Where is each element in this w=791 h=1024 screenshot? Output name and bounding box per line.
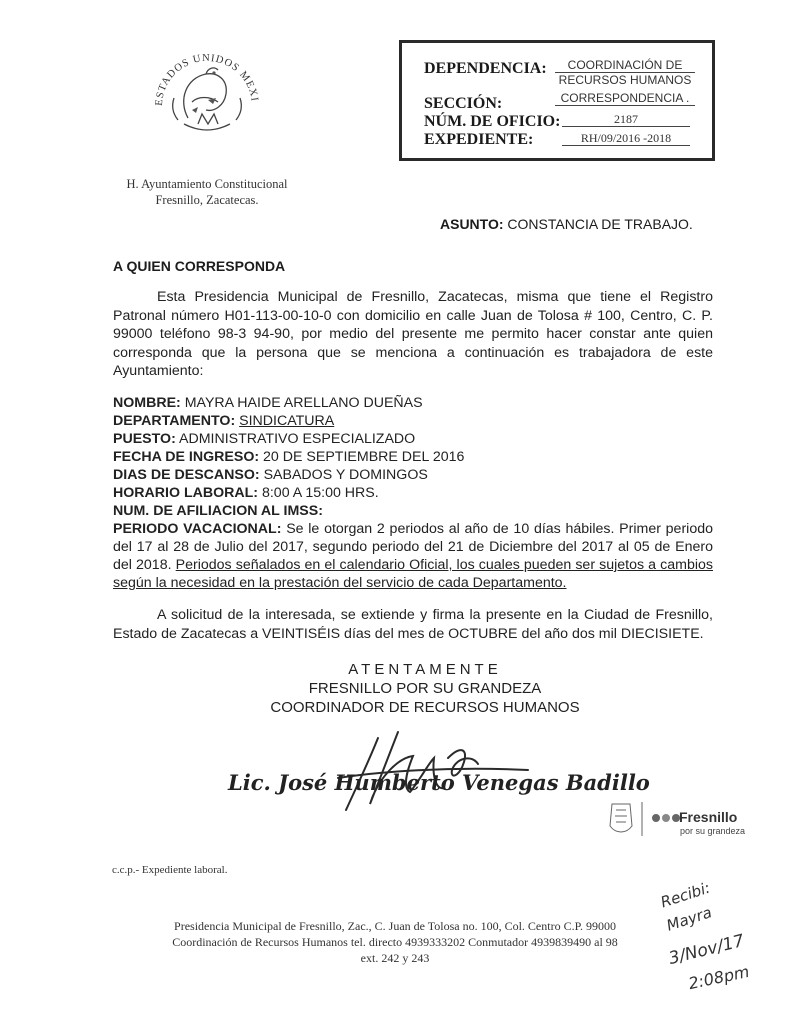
logo-tagline: por su grandeza: [680, 826, 746, 836]
footer-line-1: Presidencia Municipal de Fresnillo, Zac., C. Juan de Tolosa no. 100, Col. Centro C.P. 99000: [174, 919, 616, 933]
employee-fields: [113, 394, 713, 592]
logo-wordmark: Fresnillo: [679, 809, 738, 825]
imss-label: NUM. DE AFILIACION AL IMSS:: [113, 503, 323, 519]
departamento-label: DEPARTAMENTO:: [113, 413, 236, 429]
descanso-label: DIAS DE DESCANSO:: [113, 467, 260, 483]
received-line-4: 2:08pm: [686, 961, 751, 994]
departamento-value: SINDICATURA: [239, 413, 335, 429]
closing-paragraph: A solicitud de la interesada, se extiende y firma la presente en la Ciudad de Fresnillo, Estado de Zacatecas a VEINTISÉIS días del mes de OCTUBRE del año dos mil DIECISIETE.: [113, 607, 713, 642]
seccion-value: CORRESPONDENCIA .: [555, 91, 695, 106]
oficio-value: 2187: [562, 112, 690, 127]
field-vacacional: [113, 520, 713, 592]
dependencia-value-1: COORDINACIÓN DE: [555, 58, 695, 73]
signer-name: Lic. José Humberto Venegas Badillo: [228, 770, 650, 795]
motto: FRESNILLO POR SU GRANDEZA: [308, 680, 542, 697]
national-seal: [148, 40, 266, 158]
received-line-3: 3/Nov/17: [666, 930, 747, 970]
issuer-line-2: Fresnillo, Zacatecas.: [155, 193, 259, 207]
field-nombre: [113, 394, 713, 412]
puesto-value: ADMINISTRATIVO ESPECIALIZADO: [178, 431, 416, 447]
expediente-value: RH/09/2016 -2018: [562, 131, 690, 146]
ingreso-value: 20 DE SEPTIEMBRE DEL 2016: [263, 449, 465, 465]
issuer-name: [112, 176, 302, 208]
vacacional-note: Periodos señalados en el calendario Oficial, los cuales pueden ser sujetos a cambios según la necesidad en la prestación del servicio de cada Departamento.: [113, 557, 713, 591]
field-puesto: [113, 430, 713, 448]
signer-title: COORDINADOR DE RECURSOS HUMANOS: [270, 699, 580, 716]
atentamente: ATENTAMENTE: [348, 661, 502, 678]
nombre-label: NOMBRE:: [113, 395, 181, 411]
footer-line-3: ext. 242 y 243: [360, 951, 430, 965]
intro-paragraph: Esta Presidencia Municipal de Fresnillo, Zacatecas, misma que tiene el Registro Patronal número H01-113-00-10-0 con domicilio en calle Juan de Tolosa # 100, Centro, C. P. 99000 teléfono 98-3 94-90, por medio del presente me permito hacer constar ante quien corresponda que la persona que se menciona a continuación es trabajadora de este Ayuntamiento:: [113, 289, 713, 380]
dependencia-value-2: RECURSOS HUMANOS: [558, 73, 692, 87]
subject-label: ASUNTO:: [440, 216, 504, 232]
footer-address: [140, 918, 650, 966]
seal-ring-text: ESTADOS UNIDOS MEXI: [153, 52, 260, 107]
reference-box: [399, 40, 715, 161]
expediente-label: EXPEDIENTE:: [424, 131, 534, 148]
received-line-1: Recibi:: [658, 878, 713, 912]
ccp-note: c.c.p.- Expediente laboral.: [112, 864, 228, 876]
received-note: [640, 880, 780, 1000]
greeting: A QUIEN CORRESPONDA: [113, 258, 286, 274]
horario-label: HORARIO LABORAL:: [113, 485, 259, 501]
subject-value: CONSTANCIA DE TRABAJO.: [507, 216, 693, 232]
svg-text:ESTADOS UNIDOS MEXICANOS: [148, 40, 260, 106]
vacacional-value: Se le otorgan 2 periodos al año de 10 días hábiles. Primer periodo del 17 al 28 de Julio del 2017, segundo periodo del 21 de Diciembre del 2017 al 05 de Enero del 2018.: [113, 521, 713, 573]
received-line-2: Mayra: [664, 903, 715, 935]
signature-block: [200, 660, 650, 717]
dependencia-label: DEPENDENCIA:: [424, 60, 547, 77]
eagle-seal-icon: [148, 40, 266, 158]
puesto-label: PUESTO:: [113, 431, 176, 447]
horario-value: 8:00 A 15:00 HRS.: [261, 485, 379, 501]
ingreso-label: FECHA DE INGRESO:: [113, 449, 260, 465]
field-imss: [113, 502, 713, 520]
descanso-value: SABADOS Y DOMINGOS: [263, 467, 428, 483]
issuer-line-1: H. Ayuntamiento Constitucional: [126, 177, 288, 191]
field-ingreso: [113, 448, 713, 466]
field-horario: [113, 484, 713, 502]
field-departamento: [113, 412, 713, 430]
footer-line-2: Coordinación de Recursos Humanos tel. directo 4939333202 Conmutador 4939839490 al 98: [172, 935, 618, 949]
nombre-value: MAYRA HAIDE ARELLANO DUEÑAS: [184, 395, 423, 411]
seccion-label: SECCIÓN:: [424, 95, 503, 112]
subject-line: [440, 216, 693, 232]
handwritten-signature-icon: [228, 718, 598, 818]
oficio-label: NÚM. DE OFICIO:: [424, 113, 561, 130]
vacacional-label: PERIODO VACACIONAL:: [113, 521, 282, 537]
field-descanso: [113, 466, 713, 484]
